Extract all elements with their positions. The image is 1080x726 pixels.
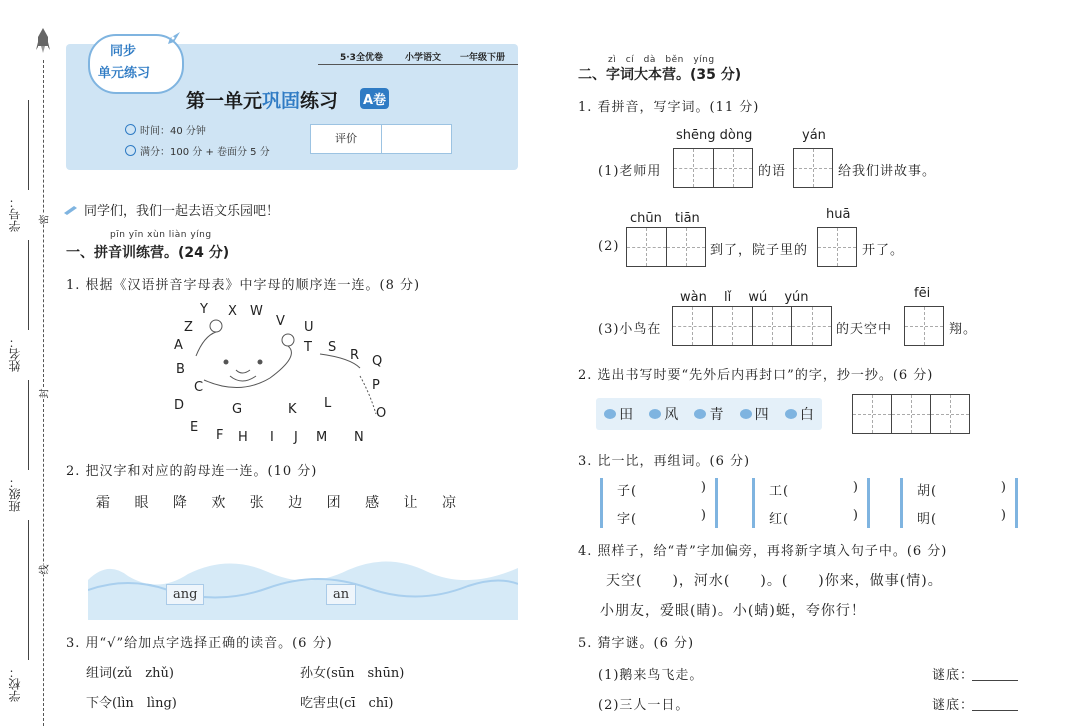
badge-rocket-icon xyxy=(160,30,182,52)
s2-q1: 1. 看拼音，写字词。(11 分) xyxy=(578,100,760,115)
frog-icon xyxy=(604,409,616,419)
compare-close: ) xyxy=(852,480,859,495)
frog-icon xyxy=(785,409,797,419)
q2-char-strip xyxy=(596,398,822,430)
letter-R: R xyxy=(350,348,360,363)
name-label: 姓名： xyxy=(8,336,22,372)
eval-field[interactable] xyxy=(382,125,451,153)
r3-text-a: (3)小鸟在 xyxy=(598,322,662,337)
r1-grid-2[interactable] xyxy=(793,148,833,188)
riddle-2-answer-label: 谜底： xyxy=(932,698,975,713)
r1-text-a: (1)老师用 xyxy=(598,164,662,179)
compare-char: 明( xyxy=(917,512,938,527)
compare-close: ) xyxy=(1000,480,1007,495)
header-rule xyxy=(318,64,518,65)
title-part-b: 巩固 xyxy=(262,90,301,112)
hanzi-item[interactable]: 眼 xyxy=(134,495,149,511)
title-part-c: 练习 xyxy=(300,90,339,112)
r3-text-b: 的天空中 xyxy=(836,322,893,337)
seal-mi: 密 xyxy=(36,215,51,225)
q3-item-2[interactable]: 孙女(sūn shūn) xyxy=(300,666,405,681)
letter-J: J xyxy=(294,430,298,445)
letter-I: I xyxy=(270,430,274,445)
seal-feng: 封 xyxy=(36,389,51,399)
letter-G: G xyxy=(232,402,243,417)
letter-M: M xyxy=(316,430,328,445)
school-label: 学校： xyxy=(8,666,22,702)
letter-O: O xyxy=(376,406,387,421)
badge-line1: 同步 xyxy=(110,44,137,59)
letter-D: D xyxy=(174,398,185,413)
r2-text-a: (2) xyxy=(598,239,620,254)
q2-char-label: 白 xyxy=(799,407,814,423)
s2-q2: 2. 选出书写时要“先外后内再封口”的字，抄一抄。(6 分) xyxy=(578,368,934,383)
eval-label: 评价 xyxy=(311,125,382,153)
compare-close: ) xyxy=(1000,508,1007,523)
hanzi-item[interactable]: 霜 xyxy=(96,495,110,511)
name-line xyxy=(28,240,29,330)
r3-grid-2[interactable] xyxy=(904,306,944,346)
time-label: 时间：40 分钟 xyxy=(140,126,206,137)
school-line xyxy=(28,520,29,660)
hanzi-row xyxy=(96,492,456,512)
r3-grid-1[interactable] xyxy=(672,306,832,346)
class-label: 班级： xyxy=(8,476,22,512)
score-label: 满分：100 分 + 卷面分 5 分 xyxy=(140,147,270,158)
check-icon xyxy=(125,145,136,156)
letter-puzzle[interactable] xyxy=(160,296,400,446)
letter-W: W xyxy=(250,304,263,319)
page-title xyxy=(186,86,338,113)
section2-pinyin: zì cí dà běn yíng xyxy=(608,55,715,65)
r3-pinyin-2: fēi xyxy=(914,286,931,301)
compare-item[interactable] xyxy=(617,480,707,499)
hanzi-item[interactable]: 感 xyxy=(365,495,380,511)
r2-text-c: 开了。 xyxy=(862,243,905,258)
s1-q1: 1. 根据《汉语拼音字母表》中字母的顺序连一连。(8 分) xyxy=(66,278,421,293)
compare-close: ) xyxy=(852,508,859,523)
compare-item[interactable] xyxy=(917,480,1007,499)
eval-box xyxy=(310,124,452,154)
section2-title: 二、字词大本营。(35 分) xyxy=(578,67,742,83)
letter-P: P xyxy=(372,378,380,393)
s2-q4: 4. 照样子，给“青”字加偏旁，再将新字填入句子中。(6 分) xyxy=(578,544,948,559)
letter-T: T xyxy=(304,340,312,355)
letter-N: N xyxy=(354,430,364,445)
series-label: 5·3全优卷 xyxy=(340,53,383,63)
letter-Z: Z xyxy=(184,320,193,335)
letter-F: F xyxy=(216,428,224,443)
hanzi-item[interactable]: 让 xyxy=(403,495,418,511)
hanzi-item[interactable]: 张 xyxy=(249,495,264,511)
q2-char-option[interactable] xyxy=(604,404,633,424)
q2-char-option[interactable] xyxy=(740,404,769,424)
frog-icon xyxy=(694,409,706,419)
badge-line2: 单元练习 xyxy=(98,66,151,81)
compare-char: 子( xyxy=(617,484,638,499)
intro-text: 同学们，我们一起去语文乐园吧！ xyxy=(84,204,280,219)
r3-pinyin-1: wàn lǐ wú yún xyxy=(680,290,809,305)
q2-char-label: 风 xyxy=(664,407,679,423)
hanzi-item[interactable]: 降 xyxy=(172,495,187,511)
letter-L: L xyxy=(324,396,332,411)
letter-U: U xyxy=(304,320,314,335)
q2-char-label: 四 xyxy=(754,407,769,423)
q3-item-4[interactable]: 吃害虫(cī chī) xyxy=(300,696,394,711)
compare-group-1 xyxy=(600,478,718,528)
class-line xyxy=(28,380,29,470)
s2-q3: 3. 比一比，再组词。(6 分) xyxy=(578,454,751,469)
compare-char: 胡( xyxy=(917,484,938,499)
r1-pinyin-2: yán xyxy=(802,128,826,143)
letter-C: C xyxy=(194,380,204,395)
compare-item[interactable] xyxy=(769,508,859,527)
section1-title: 一、拼音训练营。(24 分) xyxy=(66,245,230,261)
final-an-box[interactable]: an xyxy=(326,584,356,605)
q2-char-option[interactable] xyxy=(694,404,723,424)
s1-q3: 3. 用“√”给加点字选择正确的读音。(6 分) xyxy=(66,636,333,651)
s1-q2: 2. 把汉字和对应的韵母连一连。(10 分) xyxy=(66,464,318,479)
letter-Q: Q xyxy=(372,354,383,369)
r2-text-b: 到了，院子里的 xyxy=(710,243,809,258)
final-ang-box[interactable]: ang xyxy=(166,584,204,605)
letter-V: V xyxy=(276,314,285,329)
letter-B: B xyxy=(176,362,185,377)
r2-pinyin-1: chūn tiān xyxy=(630,211,700,226)
compare-char: 工( xyxy=(769,484,790,499)
r1-text-b: 的语 xyxy=(758,164,787,179)
letter-H: H xyxy=(238,430,248,445)
q2-char-label: 青 xyxy=(709,407,724,423)
clock-icon xyxy=(125,124,136,135)
riddle-1: (1)鹅来鸟飞走。 xyxy=(598,668,704,683)
compare-item[interactable] xyxy=(769,480,859,499)
section1-pinyin: pīn yīn xùn liàn yíng xyxy=(110,230,212,240)
binding-margin xyxy=(0,0,60,726)
letter-A: A xyxy=(174,338,183,353)
riddle-2: (2)三人一日。 xyxy=(598,698,690,713)
student-no-label: 学号： xyxy=(8,196,22,232)
frog-icon xyxy=(649,409,661,419)
r1-pinyin-1: shēng dòng xyxy=(676,128,753,143)
r3-text-c: 翔。 xyxy=(949,322,978,337)
q3-item-1[interactable]: 组词(zǔ zhǔ) xyxy=(86,666,174,681)
compare-close: ) xyxy=(700,480,707,495)
r2-grid-2[interactable] xyxy=(817,227,857,267)
rocket-icon xyxy=(36,28,50,54)
q2-answer-grid[interactable] xyxy=(852,394,970,434)
r2-grid-1[interactable] xyxy=(626,227,706,267)
hanzi-item[interactable]: 凉 xyxy=(441,495,456,511)
title-badge: A卷 xyxy=(360,88,389,109)
compare-char: 字( xyxy=(617,512,638,527)
compare-item[interactable] xyxy=(917,508,1007,527)
q4-line-2[interactable]: 小朋友，爱眼(睛)。小(蜻)蜓，夸你行！ xyxy=(600,603,866,619)
grade-label: 一年级下册 xyxy=(460,53,506,63)
subject-label: 小学语文 xyxy=(405,53,442,63)
q2-char-label: 田 xyxy=(619,407,634,423)
pen-icon xyxy=(64,200,78,210)
q3-item-3[interactable]: 下令(lìn lìng) xyxy=(86,696,177,711)
s2-q5: 5. 猜字谜。(6 分) xyxy=(578,636,695,651)
letter-Y: Y xyxy=(200,302,208,317)
riddle-1-answer-line[interactable] xyxy=(972,680,1018,681)
compare-item[interactable] xyxy=(617,508,707,527)
q2-char-option[interactable] xyxy=(785,404,814,424)
student-no-line xyxy=(28,100,29,190)
letter-X: X xyxy=(228,304,237,319)
hanzi-item[interactable]: 欢 xyxy=(211,495,226,511)
title-part-a: 第一单元 xyxy=(186,90,263,112)
r1-text-c: 给我们讲故事。 xyxy=(838,164,937,179)
compare-char: 红( xyxy=(769,512,790,527)
letter-S: S xyxy=(328,340,337,355)
q2-char-option[interactable] xyxy=(649,404,678,424)
riddle-2-answer-line[interactable] xyxy=(972,710,1018,711)
wave-decoration xyxy=(88,550,518,620)
q4-line-1[interactable]: 天空( )，河水( )。( )你来，做事(情)。 xyxy=(606,573,943,589)
compare-close: ) xyxy=(700,508,707,523)
hanzi-item[interactable]: 边 xyxy=(288,495,303,511)
seal-xian: 线 xyxy=(36,565,51,575)
riddle-1-answer-label: 谜底： xyxy=(932,668,975,683)
r2-pinyin-2: huā xyxy=(826,207,851,222)
hanzi-item[interactable]: 团 xyxy=(326,495,341,511)
letter-K: K xyxy=(288,402,297,417)
compare-group-2 xyxy=(752,478,870,528)
letter-E: E xyxy=(190,420,199,435)
frog-icon xyxy=(740,409,752,419)
r1-grid-1[interactable] xyxy=(673,148,753,188)
compare-group-3 xyxy=(900,478,1018,528)
